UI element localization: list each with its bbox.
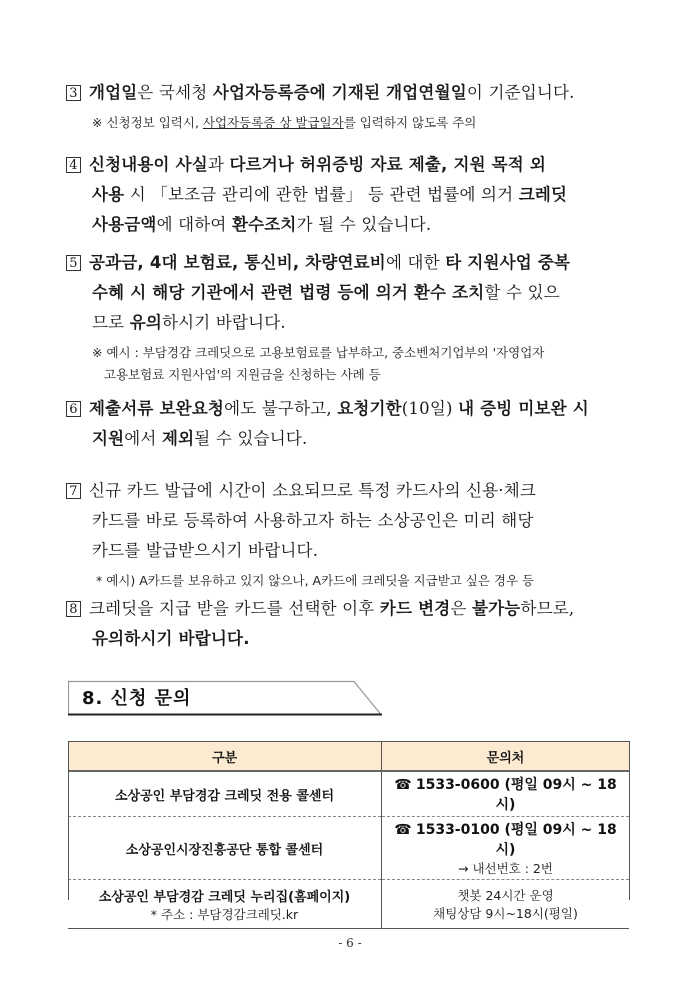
note-prefix: ※ 신청정보 입력시,	[92, 115, 203, 130]
section-heading	[68, 680, 382, 714]
emphasis-text: 타 지원사업 중복	[445, 253, 571, 272]
header-category: 구분	[68, 742, 382, 772]
emphasis-text: 신청내용이 사실	[89, 155, 208, 174]
notice-line	[66, 594, 646, 624]
notice-line	[66, 78, 646, 108]
emphasis-text: 사업자등록증에 기재된 개업연월일	[212, 83, 467, 102]
body-text: 카드를 바로 등록하여 사용하고자 하는 소상공인은 미리 해당	[92, 511, 534, 530]
notice-item-6	[66, 394, 646, 454]
item-number-box: 3	[66, 85, 81, 101]
note-prefix: * 예시) A카드를 보유하고 있지 않으나, A카드에 크레딧을 지급받고 싶은 경우 등	[92, 573, 535, 588]
note-line	[66, 342, 646, 364]
homepage-address[interactable]: * 주소 : 부담경감크레딧.kr	[150, 906, 299, 922]
notice-line	[66, 248, 646, 278]
body-text: 은	[450, 599, 473, 618]
note-prefix: ※ 예시 : 부담경감 크레딧으로 고용보험료를 납부하고, 중소벤처기업부의 '자영업자	[92, 345, 545, 360]
notice-item-7	[66, 476, 646, 592]
page-number: - 6 -	[338, 936, 362, 950]
emphasis-text: 다르거나 허위증빙 자료 제출	[229, 155, 442, 174]
body-text: 시 「보조금 관리에 관한 법률」 등 관련 법률에 의거	[124, 185, 519, 204]
section-heading-label: 8. 신청 문의	[82, 688, 192, 709]
emphasis-text: 환수조치	[232, 215, 297, 234]
notice-line	[66, 278, 646, 308]
notice-line	[66, 394, 646, 424]
phone-icon: ☎	[394, 777, 412, 793]
body-text: 하시기 바랍니다.	[162, 313, 286, 332]
notice-item-3	[66, 78, 646, 134]
table-header-row	[68, 742, 629, 772]
row-name-cell	[68, 880, 382, 929]
notice-line	[66, 424, 646, 454]
phone-icon: ☎	[394, 822, 412, 838]
contact-table	[68, 741, 629, 929]
note-suffix: 를 입력하지 않도록 주의	[343, 115, 477, 130]
emphasis-text: 사용금액	[92, 215, 157, 234]
row-name: 소상공인 부담경감 크레딧 전용 콜센터	[114, 788, 335, 804]
emphasis-text: 수혜 시 해당 기관에서 관련 법령 등에 의거 환수 조치	[92, 283, 485, 302]
notice-line	[66, 506, 646, 536]
notice-line	[66, 536, 646, 566]
body-text: 가 될 수 있습니다.	[296, 215, 432, 234]
emphasis-text: 제출서류 보완요청	[89, 399, 225, 418]
emphasis-text: 제외	[162, 429, 195, 448]
emphasis-text: 요청기한	[337, 399, 402, 418]
row-contact-cell	[382, 817, 630, 880]
notice-item-4	[66, 150, 646, 240]
item-number-box: 4	[66, 157, 81, 173]
emphasis-text: 개업일	[89, 83, 138, 102]
note-underlined: 사업자등록증 상 발급일자	[202, 115, 344, 130]
chatbot-hours: 챗봇 24시간 운영	[457, 888, 554, 903]
note-line	[66, 364, 646, 386]
phone-number[interactable]: 1533-0100 (평일 09시 ~ 18시)	[415, 822, 617, 858]
emphasis-text: 유의하시기 바랍니다.	[92, 629, 250, 648]
row-contact-cell	[382, 880, 630, 929]
body-text: 므로	[92, 313, 130, 332]
body-text: 할 수 있으	[484, 283, 560, 302]
notice-item-5	[66, 248, 646, 386]
notice-line	[66, 624, 646, 654]
emphasis-text: 카드 변경	[379, 599, 451, 618]
chat-consult-hours: 채팅상담 9시~18시(평일)	[433, 906, 578, 921]
notice-line	[66, 180, 646, 210]
notice-line	[66, 308, 646, 338]
table-row	[68, 880, 629, 929]
notice-item-8	[66, 594, 646, 654]
body-text: 은 국세청	[137, 83, 213, 102]
emphasis-text: 내 증빙 미보완 시	[458, 399, 589, 418]
emphasis-text: 유의	[129, 313, 163, 332]
body-text: (10일)	[401, 399, 459, 418]
item-number-box: 5	[66, 255, 81, 271]
notice-line	[66, 476, 646, 506]
phone-number[interactable]: 1533-0600 (평일 09시 ~ 18시)	[415, 777, 617, 813]
body-text: 에 대하여	[156, 215, 233, 234]
table-row	[68, 771, 629, 817]
note-line	[66, 112, 646, 134]
body-text: 크레딧을 지급 받을 카드를 선택한 이후	[89, 599, 380, 618]
row-name: 소상공인시장진흥공단 통합 콜센터	[125, 842, 324, 858]
row-name: 소상공인 부담경감 크레딧 누리집(홈페이지)	[98, 889, 351, 905]
row-name-cell	[68, 771, 382, 817]
item-number-box: 7	[66, 483, 81, 499]
emphasis-text: , 지원 목적 외	[441, 155, 547, 174]
emphasis-text: 불가능	[472, 599, 521, 618]
emphasis-text: 사용	[92, 185, 125, 204]
note-prefix: 고용보험료 지원사업'의 지원금을 신청하는 사례 등	[92, 367, 381, 382]
body-text: 에도 불구하고,	[224, 399, 338, 418]
notice-line	[66, 150, 646, 180]
emphasis-text: 공과금, 4대 보험료, 통신비, 차량연료비	[89, 253, 386, 272]
body-text: 카드를 발급받으시기 바랍니다.	[92, 541, 319, 560]
row-contact-cell	[382, 771, 630, 817]
body-text: 과	[207, 155, 230, 174]
body-text: 이 기준입니다.	[466, 83, 575, 102]
row-name-cell	[68, 817, 382, 880]
item-number-box: 8	[66, 601, 81, 617]
body-text: 에서	[124, 429, 163, 448]
body-text: 될 수 있습니다.	[194, 429, 308, 448]
extension-note: → 내선번호 : 2번	[458, 861, 553, 876]
emphasis-text: 크레딧	[518, 185, 568, 204]
item-number-box: 6	[66, 401, 81, 417]
notice-line	[66, 210, 646, 240]
body-text: 하므로,	[520, 599, 575, 618]
note-line	[66, 570, 646, 592]
header-contact: 문의처	[382, 742, 630, 772]
body-text: 에 대한	[385, 253, 446, 272]
emphasis-text: 지원	[92, 429, 125, 448]
table-row	[68, 817, 629, 880]
body-text: 신규 카드 발급에 시간이 소요되므로 특정 카드사의 신용·체크	[89, 481, 537, 500]
